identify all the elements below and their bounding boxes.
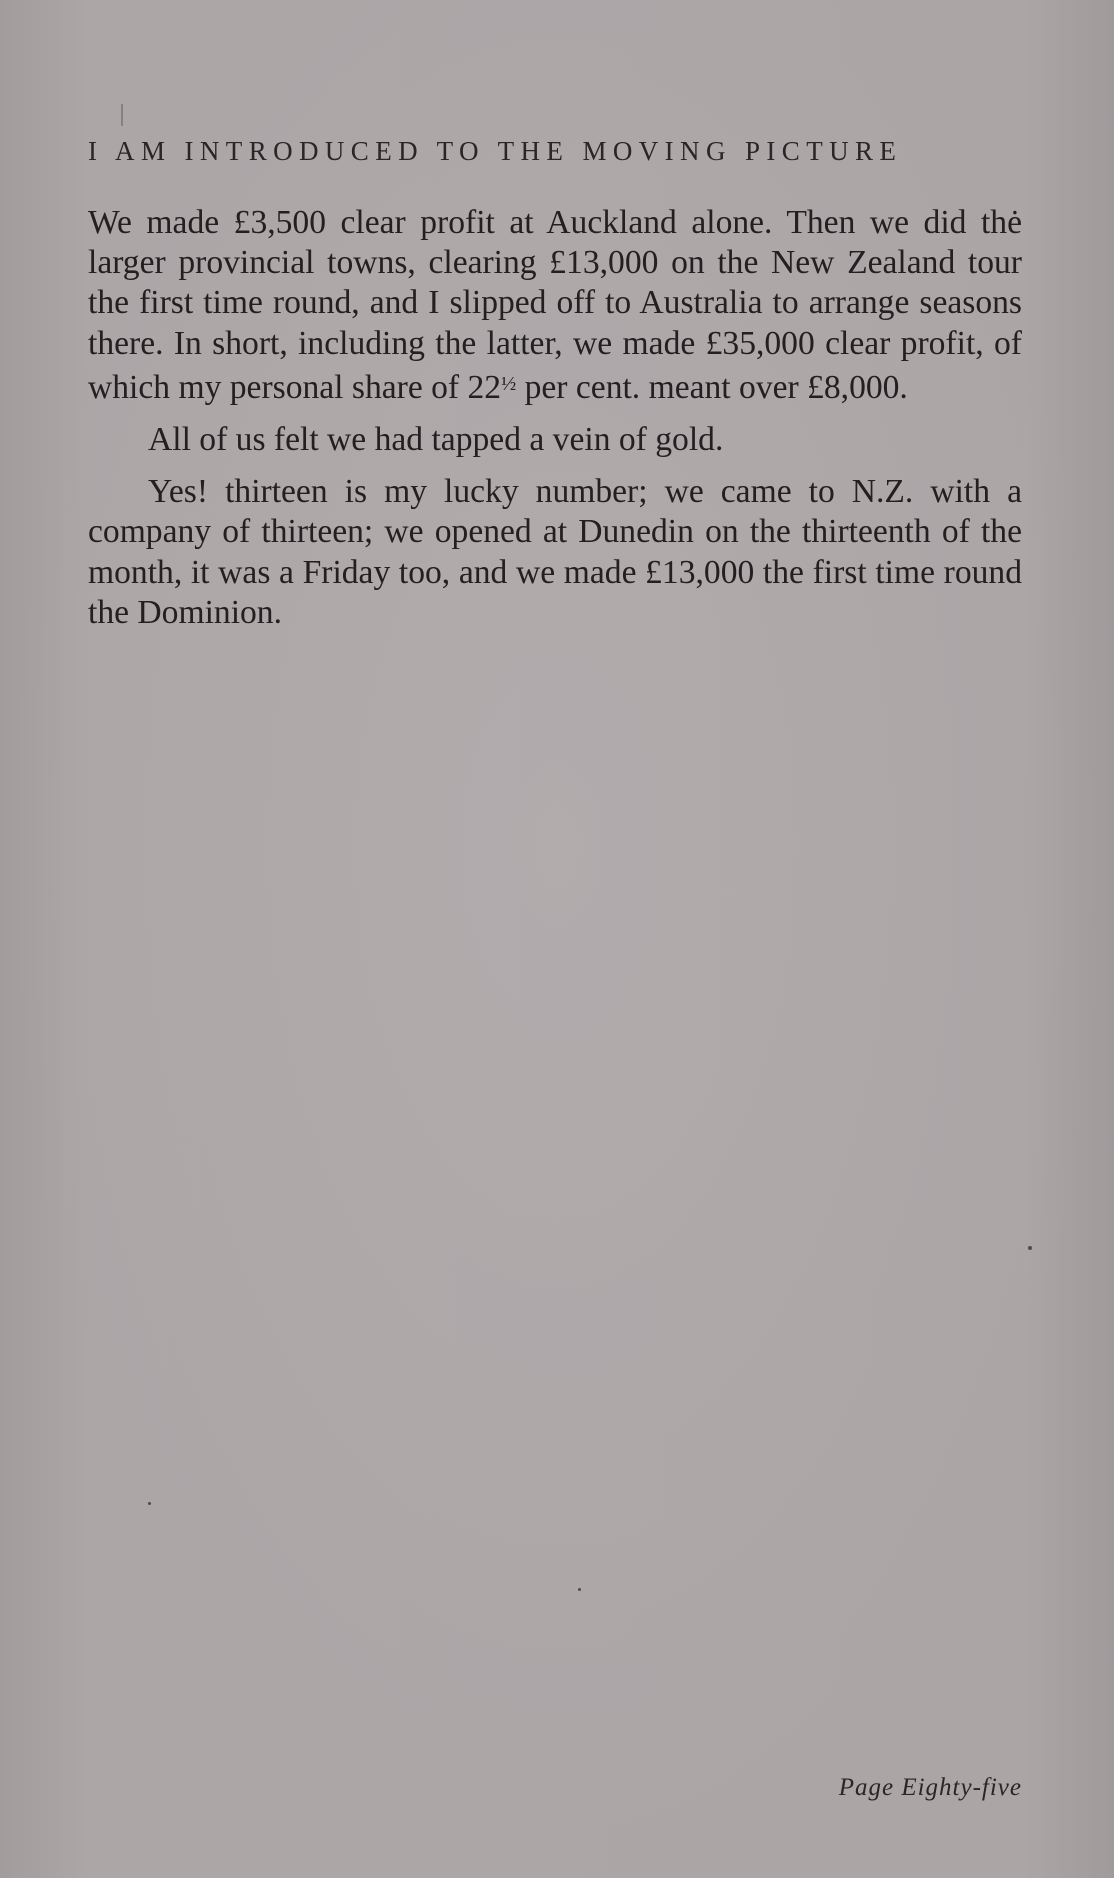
page-number: Page Eighty-five xyxy=(838,1774,1022,1801)
ink-speck xyxy=(578,1588,581,1591)
ink-speck xyxy=(1028,1246,1032,1250)
fraction-half: ½ xyxy=(501,372,517,395)
paragraph-3: Yes! thirteen is my lucky number; we came to N.Z. with a company of thirteen; we opened at Dunedin on the thirteenth of the month, it was a Friday too, and we made £13,000 the first time round the Dominion. xyxy=(88,473,1022,631)
paragraph-1-text: We made £3,500 clear profit at Auckland alone. Then we did thė larger provincial towns, clearing £13,000 on the New Zealand tour the first time round, and I slipped off to Australia to arrange seasons there. In short, including the latter, we made £35,000 clear profit, of which my personal share of 22 xyxy=(88,204,1022,406)
body-text xyxy=(88,203,1022,633)
paragraph-1 xyxy=(88,203,1022,408)
paragraph-2: All of us felt we had tapped a vein of gold. xyxy=(148,421,724,459)
paragraph-1-end: per cent. meant over £8,000. xyxy=(516,368,908,406)
ink-speck xyxy=(148,1502,151,1505)
running-head: I AM INTRODUCED TO THE MOVING PICTURE xyxy=(88,136,903,166)
print-mark xyxy=(121,104,123,126)
